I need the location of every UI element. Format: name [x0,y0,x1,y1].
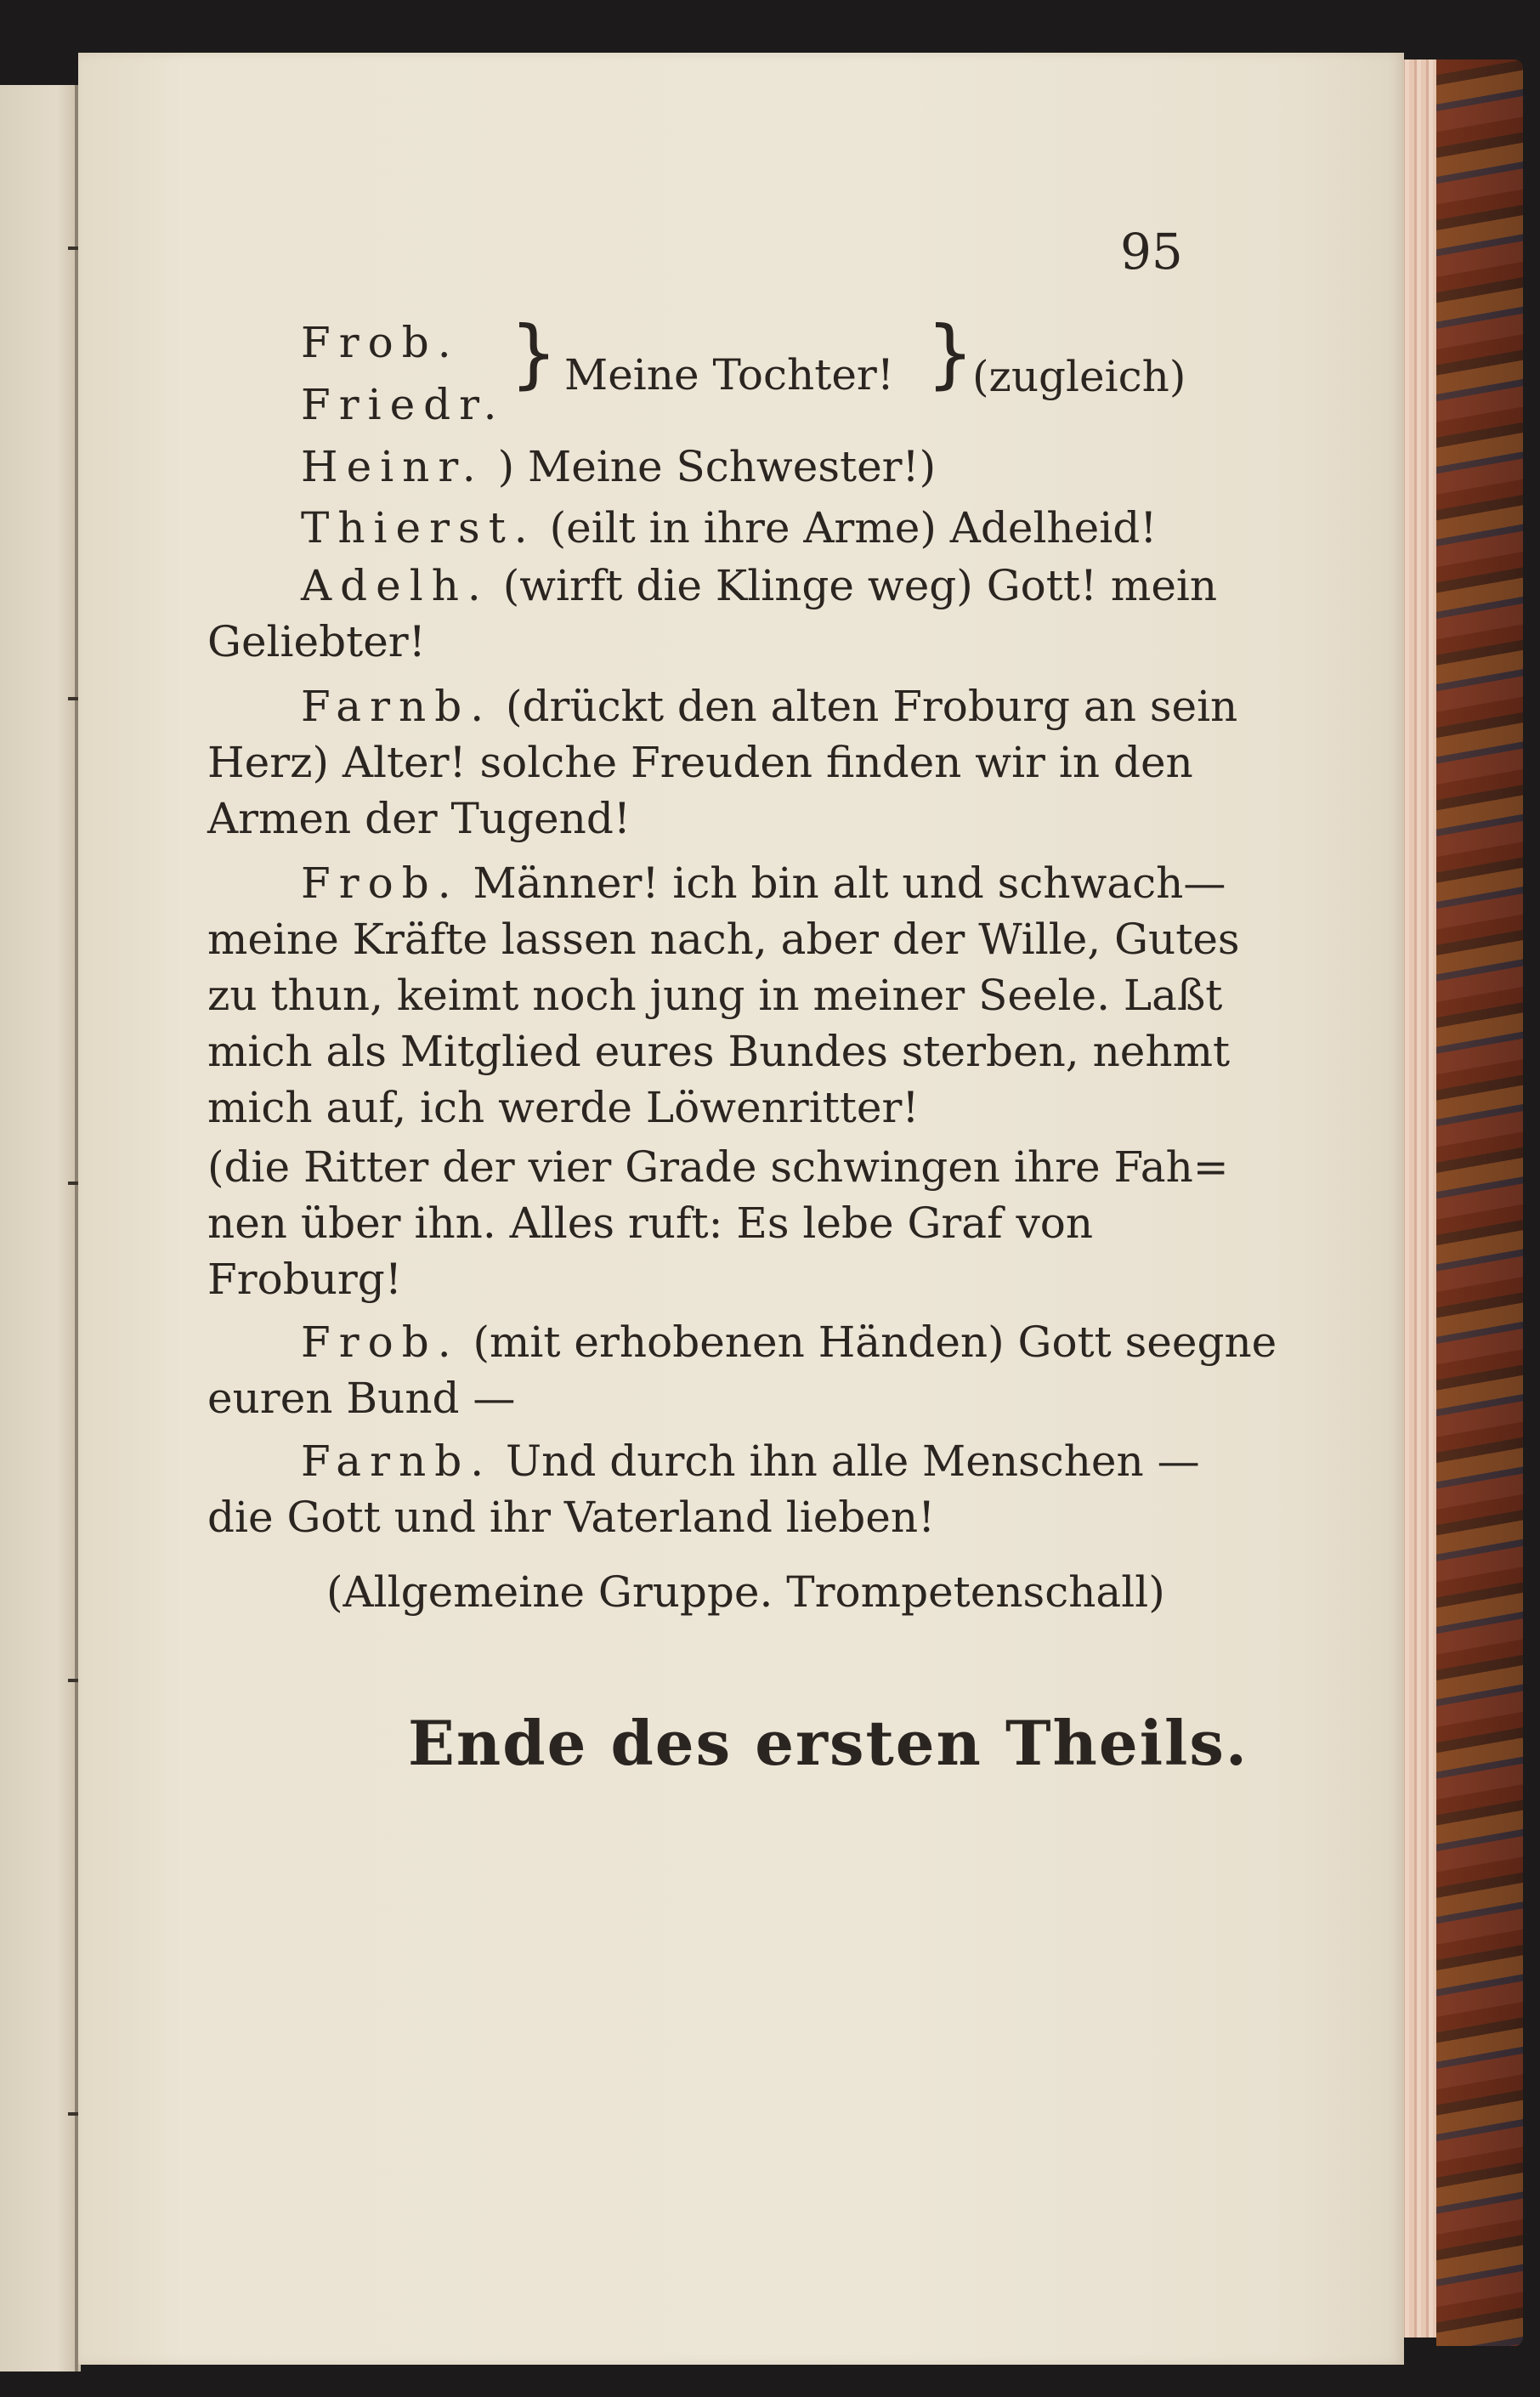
dialogue-line: Männer! ich bin alt und schwach— [473,858,1226,908]
dialogue-line: mich auf, ich werde Löwenritter! [207,1083,920,1132]
facing-page [0,85,81,2372]
stage-direction: (die Ritter der vier Grade schwingen ihre Fah= [207,1142,1229,1192]
dialogue-line: euren Bund — [207,1374,516,1423]
speaker-name: Heinr. [301,442,484,491]
dialogue-line: Herz) Alter! solche Freuden finden wir in den [207,738,1193,787]
speaker-name: Farnb. [301,682,493,731]
dialogue-line: (mit erhobenen Händen) Gott seegne [473,1318,1277,1367]
speaker-name: Frob. [301,318,460,367]
stage-direction: nen über ihn. Alles ruft: Es lebe Graf von [207,1198,1094,1248]
speaker-name: Adelh. [301,561,490,610]
stage-direction: (zugleich) [972,352,1186,401]
brace-right: } [926,309,974,397]
dialogue-line: ) Meine Schwester!) [497,442,937,491]
page-number: 95 [1120,223,1183,280]
speaker-name: Frob. [301,858,460,908]
dialogue-line: mich als Mitglied eures Bundes sterben, nehmt [207,1027,1231,1076]
dialogue-line: meine Kräfte lassen nach, aber der Wille, Gutes [207,915,1240,964]
chorus-line: Meine Tochter! [564,350,894,400]
dialogue-line: Armen der Tugend! [207,794,631,843]
speaker-name: Friedr. [301,380,506,429]
stage-direction: (Allgemeine Gruppe. Trompetenschall) [326,1567,1165,1617]
dialogue-line: (eilt in ihre Arme) Adelheid! [549,503,1158,552]
speaker-name: Thierst. [301,503,536,552]
dialogue-line: Geliebter! [207,617,426,666]
dialogue-line: (drückt den alten Froburg an sein [506,682,1238,731]
section-ending: Ende des ersten Theils. [408,1707,1248,1779]
dialogue-line: zu thun, keimt noch jung in meiner Seele. Laßt [207,971,1223,1020]
speaker-name: Frob. [301,1318,460,1367]
dialogue-line: die Gott und ihr Vaterland lieben! [207,1493,936,1542]
dialogue-line: Und durch ihn alle Menschen — [506,1436,1200,1486]
dialogue-line: (wirft die Klinge weg) Gott! mein [502,561,1218,610]
brace-left: } [510,309,558,397]
marbled-cover-edge [1436,60,1523,2346]
speaker-name: Farnb. [301,1436,493,1486]
dialogue-line: Froburg! [207,1255,402,1304]
